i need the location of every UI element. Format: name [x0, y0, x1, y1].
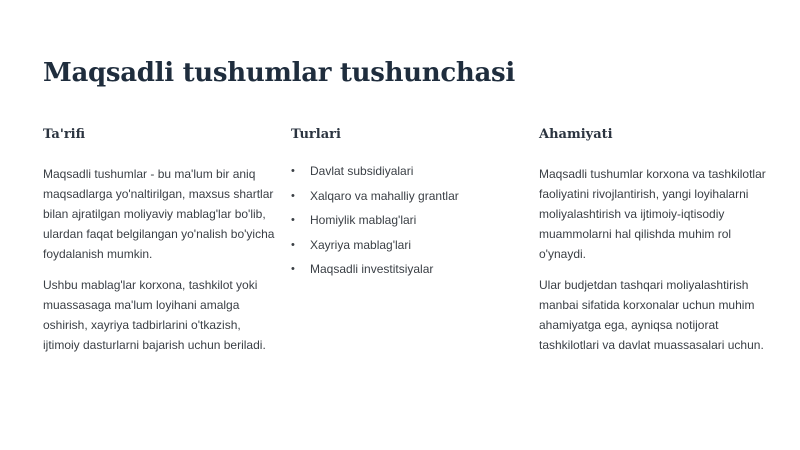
definition-paragraph-2: Ushbu mablag'lar korxona, tashkilot yoki muassasaga ma'lum loyihani amalga oshirish, xayriya tadbirlarini o'tkazish, ijtimoiy dasturlarni bajarish uchun beriladi.: [43, 278, 266, 352]
list-item-text: Xayriya mablag'lari: [310, 237, 411, 252]
slide-title: Maqsadli tushumlar tushunchasi: [43, 58, 515, 88]
list-item: [291, 259, 523, 279]
bullet-icon: •: [291, 189, 295, 202]
list-item: [291, 186, 523, 206]
list-item: [291, 235, 523, 255]
importance-paragraph-2: Ular budjetdan tashqari moliyalashtirish manbai sifatida korxonalar uchun muhim ahamiyatga ega, ayniqsa notijorat tashkilotlari va davlat muassasalari uchun.: [539, 278, 764, 352]
types-list: [291, 161, 523, 279]
bullet-icon: •: [291, 263, 295, 275]
bullet-icon: •: [291, 165, 295, 177]
importance-paragraph-1: Maqsadli tushumlar korxona va tashkilotlar faoliyatini rivojlantirish, yangi loyihalarni moliyalashtirish va ijtimoiy-iqtisodiy muammolarni hal qilishda muhim rol o'ynaydi.: [539, 167, 766, 261]
bullet-icon: •: [291, 214, 295, 226]
list-item-text: Davlat subsidiyalari: [310, 164, 414, 178]
definition-column: [43, 126, 275, 366]
types-heading: Turlari: [291, 127, 341, 142]
list-item: [291, 161, 523, 181]
types-column: [291, 126, 523, 284]
definition-paragraph-1: Maqsadli tushumlar - bu ma'lum bir aniq maqsadlarga yo'naltirilgan, maxsus shartlar bilan ajratilgan moliyaviy mablag'lar bo'lib, ulardan faqat belgilangan yo'nalish bo'yicha foydalanish mumkin.: [43, 167, 275, 261]
list-item-text: Xalqaro va mahalliy grantlar: [310, 188, 459, 203]
importance-column: [539, 126, 769, 366]
bullet-icon: •: [291, 238, 295, 251]
list-item-text: Maqsadli investitsiyalar: [310, 262, 434, 276]
importance-heading: Ahamiyati: [539, 127, 613, 142]
definition-heading: Ta'rifi: [43, 127, 86, 142]
list-item: [291, 210, 523, 230]
list-item-text: Homiylik mablag'lari: [310, 213, 417, 227]
